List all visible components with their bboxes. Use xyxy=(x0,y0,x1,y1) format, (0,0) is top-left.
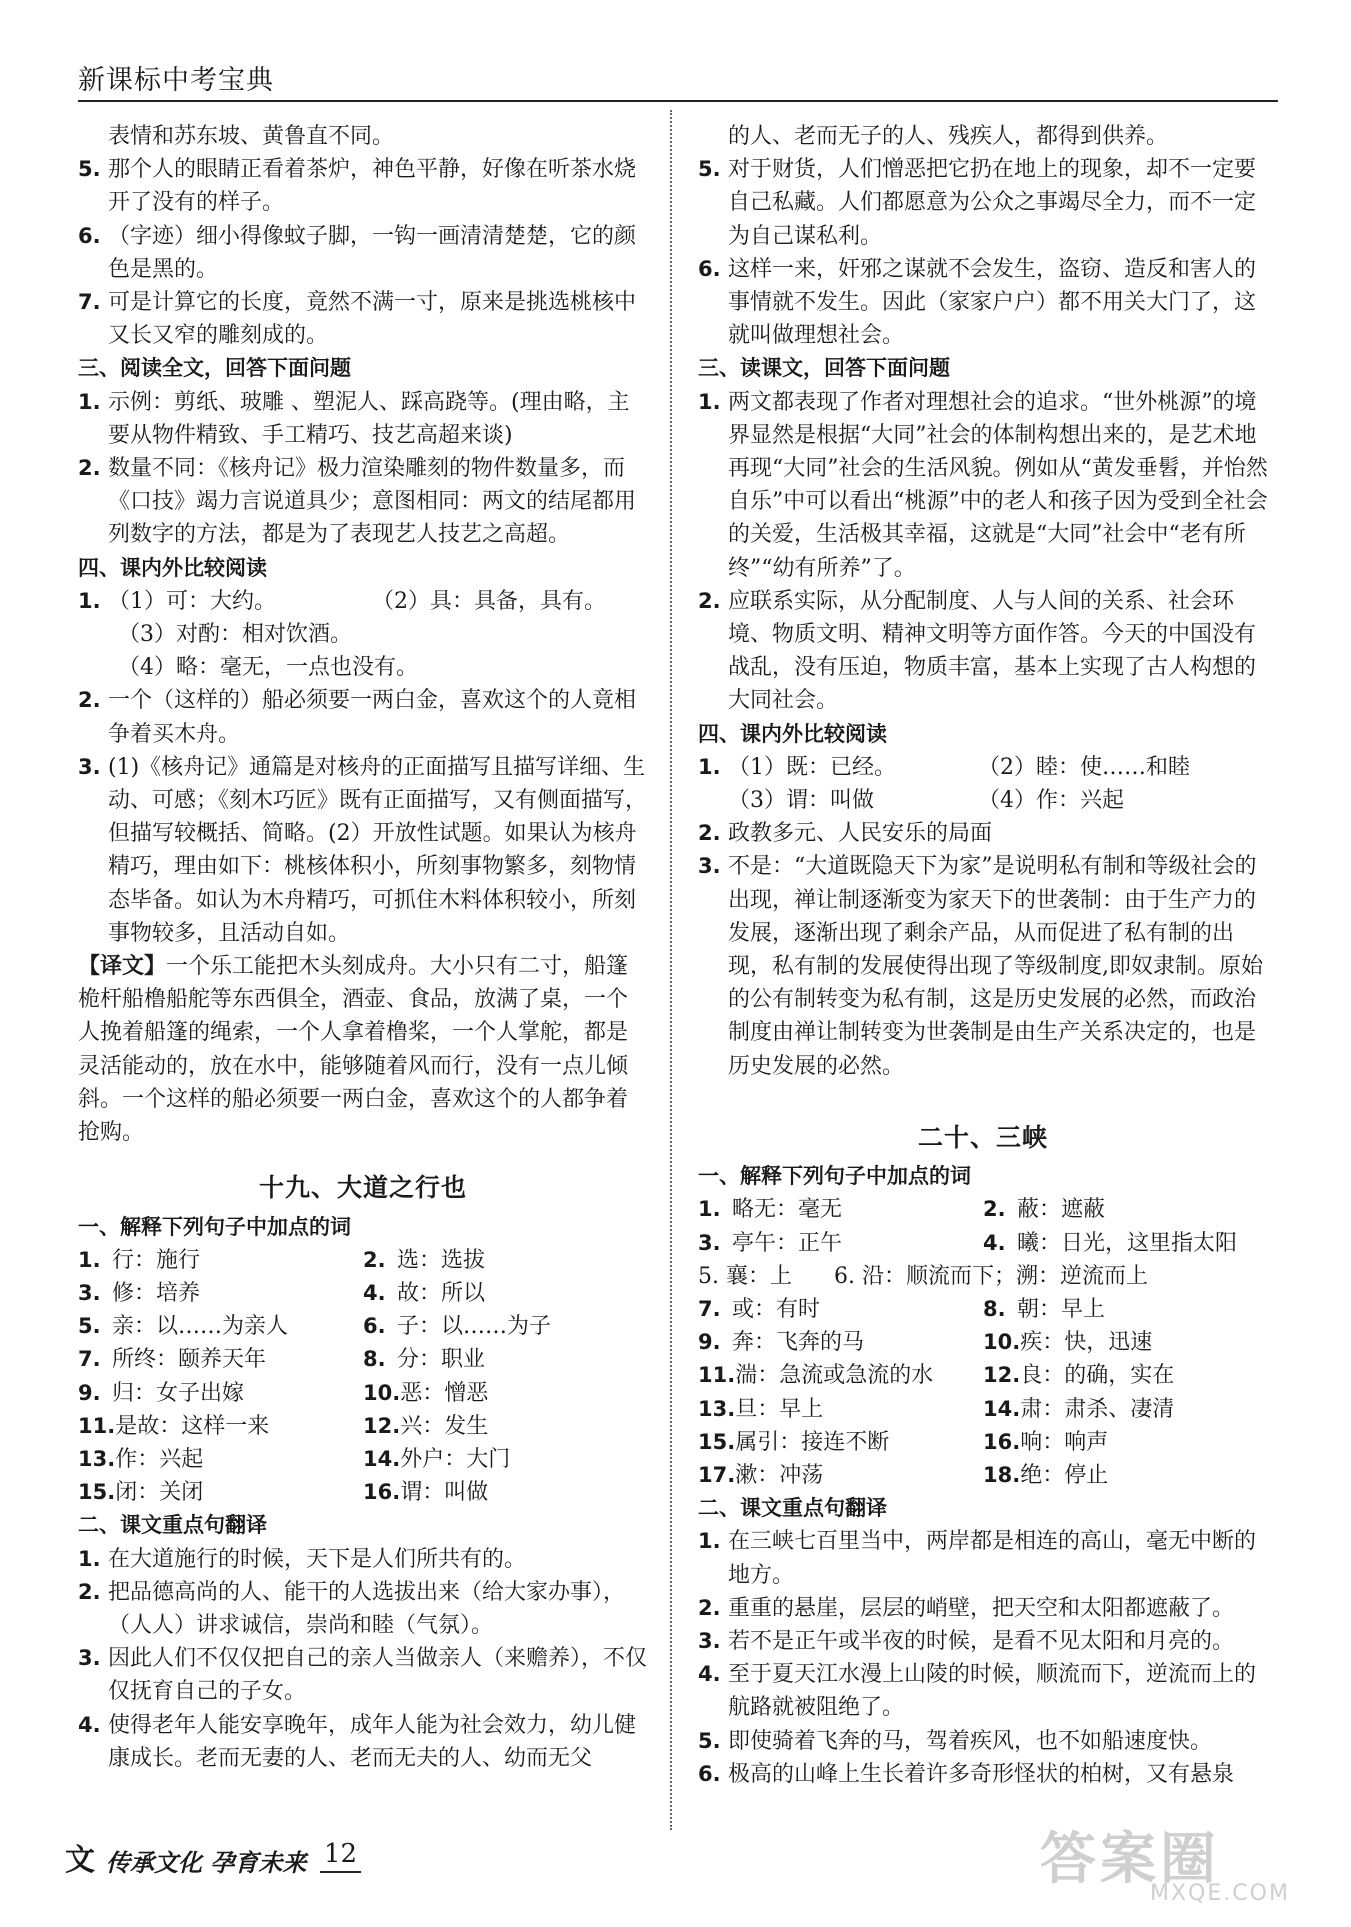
word-item: 4. 曦：日光，这里指太阳 xyxy=(983,1230,1238,1256)
list-item: 6. 这样一来，奸邪之谋就不会发生，盗窃、造反和害人的事情就不发生。因此（家家户户）都不用关大门了，这就叫做理想社会。 xyxy=(698,256,1257,349)
left-column xyxy=(78,120,648,1771)
list-item: 1. （1）既：已经。 （2）睦：使……和睦 xyxy=(698,754,1190,780)
word-item: 2. 选：选拔 xyxy=(363,1247,486,1273)
section-heading: 四、课内外比较阅读 xyxy=(698,721,887,746)
word-grid xyxy=(698,1193,1268,1259)
word-item: 14. 外户：大门 xyxy=(363,1446,511,1472)
word-item: 2. 蔽：遮蔽 xyxy=(983,1197,1106,1223)
word-item: 11. 是故：这样一来 xyxy=(78,1413,270,1439)
section-heading: 一、解释下列句子中加点的词 xyxy=(698,1164,971,1189)
list-item: 2. 数量不同：《核舟记》极力渲染雕刻的物件数量多，而《口技》竭力言说道具少；意图相同：两文的结尾都用列数字的方法，都是为了表现艺人技艺之高超。 xyxy=(78,456,637,548)
list-subitem: （3）对酌：相对饮酒。 xyxy=(118,622,352,648)
list-item: 1. 示例：剪纸、玻雕 、塑泥人、踩高跷等。(理由略，主要从物件精致、手工精巧、技艺高超来谈) xyxy=(78,389,630,448)
word-item: 7. 所终：颐养天年 xyxy=(78,1347,267,1373)
word-item: 18. 绝：停止 xyxy=(983,1462,1109,1488)
list-item: 6. （字迹）细小得像蚊子脚，一钩一画清清楚楚，它的颜色是黑的。 xyxy=(78,223,637,282)
list-item: 2. 应联系实际，从分配制度、人与人间的关系、社会环境、物质文明、精神文明等方面作答。今天的中国没有战乱，没有压迫，物质丰富，基本上实现了古人构想的大同社会。 xyxy=(698,588,1257,714)
list-item: （3）谓：叫做 （4）作：兴起 xyxy=(728,788,1124,814)
word-grid xyxy=(698,1293,1268,1492)
chapter-title: 十九、大道之行也 xyxy=(258,1173,467,1203)
book-title: 新课标中考宝典 xyxy=(78,65,274,96)
watermark-url: MXQE.COM xyxy=(1150,1881,1290,1906)
list-item: 2. 政教多元、人民安乐的局面 xyxy=(698,821,993,847)
word-item: 9. 奔：飞奔的马 xyxy=(698,1330,865,1356)
list-item: 3. 因此人们不仅仅把自己的亲人当做亲人（来赡养），不仅仅抚育自己的子女。 xyxy=(78,1646,648,1705)
word-item: 13. 作：兴起 xyxy=(78,1446,204,1472)
list-item: 2. 重重的悬崖，层层的峭壁，把天空和太阳都遮蔽了。 xyxy=(698,1595,1235,1621)
word-item: 5. 亲：以……为亲人 xyxy=(78,1314,289,1340)
word-item: 3. 修：培养 xyxy=(78,1280,201,1306)
list-item: 2. 把品德高尚的人、能干的人选拔出来（给大家办事），（人人）讲求诚信，崇尚和睦（气氛）。 xyxy=(78,1579,626,1638)
word-row: 5. 襄：上 6. 沿：顺流而下；溯：逆流而上 xyxy=(698,1263,1148,1289)
word-item: 6. 子：以……为子 xyxy=(363,1314,552,1340)
list-item: 6. 极高的山峰上生长着许多奇形怪状的柏树，又有悬泉 xyxy=(698,1761,1235,1787)
word-item: 16. 响：响声 xyxy=(983,1429,1109,1455)
continued-text: 表情和苏东坡、黄鲁直不同。 xyxy=(108,124,395,149)
page-footer xyxy=(60,1835,460,1895)
word-item: 16. 谓：叫做 xyxy=(363,1480,489,1506)
list-item: 5. 对于财货，人们憎恶把它扔在地上的现象，却不一定要自己私藏。人们都愿意为公众之事竭尽全力，而不一定为自己谋私利。 xyxy=(698,157,1257,249)
chapter-title: 二十、三峡 xyxy=(917,1122,1048,1152)
translation-label: 【译文】 xyxy=(78,953,167,980)
list-item: 1. 两文都表现了作者对理想社会的追求。“世外桃源”的境界显然是根据“大同”社会的体制构想出来的，是艺术地再现“大同”社会的生活风貌。例如从“黄发垂髫，并怡然自乐”中可以看出“桃源”中的老人和孩子因为受到全社会的关爱，生活极其幸福，这就是“大同”社会中“老有所终”“幼有所养”了。 xyxy=(698,389,1268,581)
list-item: 3. (1)《核舟记》通篇是对核舟的正面描写且描写详细、生动、可感；《刻木巧匠》既有正面描写，又有侧面描写，但描写较概括、简略。(2）开放性试题。如果认为核舟精巧，理由如下：桃核体积小，所刻事物繁多，刻物情态毕备。如认为木舟精巧，可抓住木料体积较小，所刻事物较多，且活动自如。 xyxy=(78,754,648,946)
word-item: 12. 兴：发生 xyxy=(363,1413,489,1439)
word-item: 8. 分：职业 xyxy=(363,1347,486,1373)
list-item: 1. （1）可：大约。 （2）具：具备，具有。 xyxy=(78,588,606,614)
right-column xyxy=(698,120,1268,1787)
list-subitem: （4）略：毫无，一点也没有。 xyxy=(118,655,418,681)
word-item: 15. 属引：接连不断 xyxy=(698,1429,890,1455)
list-item: 7. 可是计算它的长度，竟然不满一寸，原来是挑选桃核中又长又窄的雕刻成的。 xyxy=(78,290,637,349)
word-item: 17. 漱：冲荡 xyxy=(698,1462,824,1488)
word-item: 12. 良：的确，实在 xyxy=(983,1363,1175,1389)
list-item: 4. 使得老年人能安享晚年，成年人能为社会效力，幼儿健康成长。老而无妻的人、老而无夫的人、幼而无父 xyxy=(78,1712,637,1771)
word-item: 14. 肃：肃杀、凄清 xyxy=(983,1396,1175,1422)
word-item: 10. 疾：快，迅速 xyxy=(983,1330,1153,1356)
list-item: 4. 至于夏天江水漫上山陵的时候，顺流而下，逆流而上的航路就被阻绝了。 xyxy=(698,1662,1257,1721)
word-grid xyxy=(78,1244,648,1510)
word-item: 10. 恶：憎恶 xyxy=(363,1380,489,1406)
word-item: 9. 归：女子出嫁 xyxy=(78,1380,245,1406)
word-item: 8. 朝：早上 xyxy=(983,1296,1106,1322)
list-item: 2. 一个（这样的）船必须要一两白金，喜欢这个的人竟相争着买木舟。 xyxy=(78,688,637,747)
list-item: 5. 即使骑着飞奔的马，驾着疾风，也不如船速度快。 xyxy=(698,1728,1213,1754)
word-item: 3. 亭午：正午 xyxy=(698,1230,843,1256)
translation-paragraph: 【译文】一个乐工能把木头刻成舟。大小只有二寸，船篷桅杆船橹船舵等东西俱全，酒壶、食品，放满了桌，一个人挽着船篷的绳索，一个人拿着橹桨，一个人掌舵，都是灵活能动的，放在水中，能够随着风而行，没有一点儿倾斜。一个这样的船必须要一两白金，喜欢这个的人都争着抢购。 xyxy=(78,953,629,1146)
section-heading: 二、课文重点句翻译 xyxy=(78,1513,267,1538)
section-heading: 三、阅读全文，回答下面问题 xyxy=(78,356,351,381)
watermark-logo: 答案圈 xyxy=(1040,1827,1220,1892)
column-divider xyxy=(670,110,672,1830)
page-number: 12 xyxy=(320,1839,361,1873)
watermark xyxy=(1040,1815,1330,1915)
continued-text: 的人、老而无子的人、残疾人，都得到供养。 xyxy=(728,124,1169,149)
list-item: 3. 不是：“大道既隐天下为家”是说明私有制和等级社会的出现，禅让制逐渐变为家天下的世袭制：由于生产力的发展，逐渐出现了剩余产品，从而促进了私有制的出现，私有制的发展使得出现了等级制度,即奴隶制。原始的公有制转变为私有制，这是历史发展的必然，而政治制度由禅让制转变为世袭制是由生产关系决定的，也是历史发展的必然。 xyxy=(698,854,1263,1079)
section-heading: 一、解释下列句子中加点的词 xyxy=(78,1214,351,1239)
word-item: 1. 行：施行 xyxy=(78,1247,201,1273)
header-rule xyxy=(78,100,1278,102)
section-heading: 二、课文重点句翻译 xyxy=(698,1496,887,1521)
word-item: 1. 略无：毫无 xyxy=(698,1197,843,1223)
word-item: 7. 或：有时 xyxy=(698,1296,821,1322)
section-heading: 三、读课文，回答下面问题 xyxy=(698,356,950,381)
word-item: 15. 闭：关闭 xyxy=(78,1480,204,1506)
page-header xyxy=(78,50,1278,102)
list-item: 1. 在三峡七百里当中，两岸都是相连的高山，毫无中断的地方。 xyxy=(698,1529,1257,1588)
publisher-slogan: 传承文化 孕育未来 xyxy=(106,1848,307,1877)
word-item: 11. 湍：急流或急流的水 xyxy=(698,1363,934,1389)
publisher-logo: 文 xyxy=(65,1843,95,1878)
section-heading: 四、课内外比较阅读 xyxy=(78,555,267,580)
word-item: 13. 旦：早上 xyxy=(698,1396,824,1422)
list-item: 1. 在大道施行的时候，天下是人们所共有的。 xyxy=(78,1546,527,1572)
list-item: 3. 若不是正午或半夜的时候，是看不见太阳和月亮的。 xyxy=(698,1628,1235,1654)
list-item: 5. 那个人的眼睛正看着茶炉，神色平静，好像在听茶水烧开了没有的样子。 xyxy=(78,157,637,216)
word-item: 4. 故：所以 xyxy=(363,1280,486,1306)
